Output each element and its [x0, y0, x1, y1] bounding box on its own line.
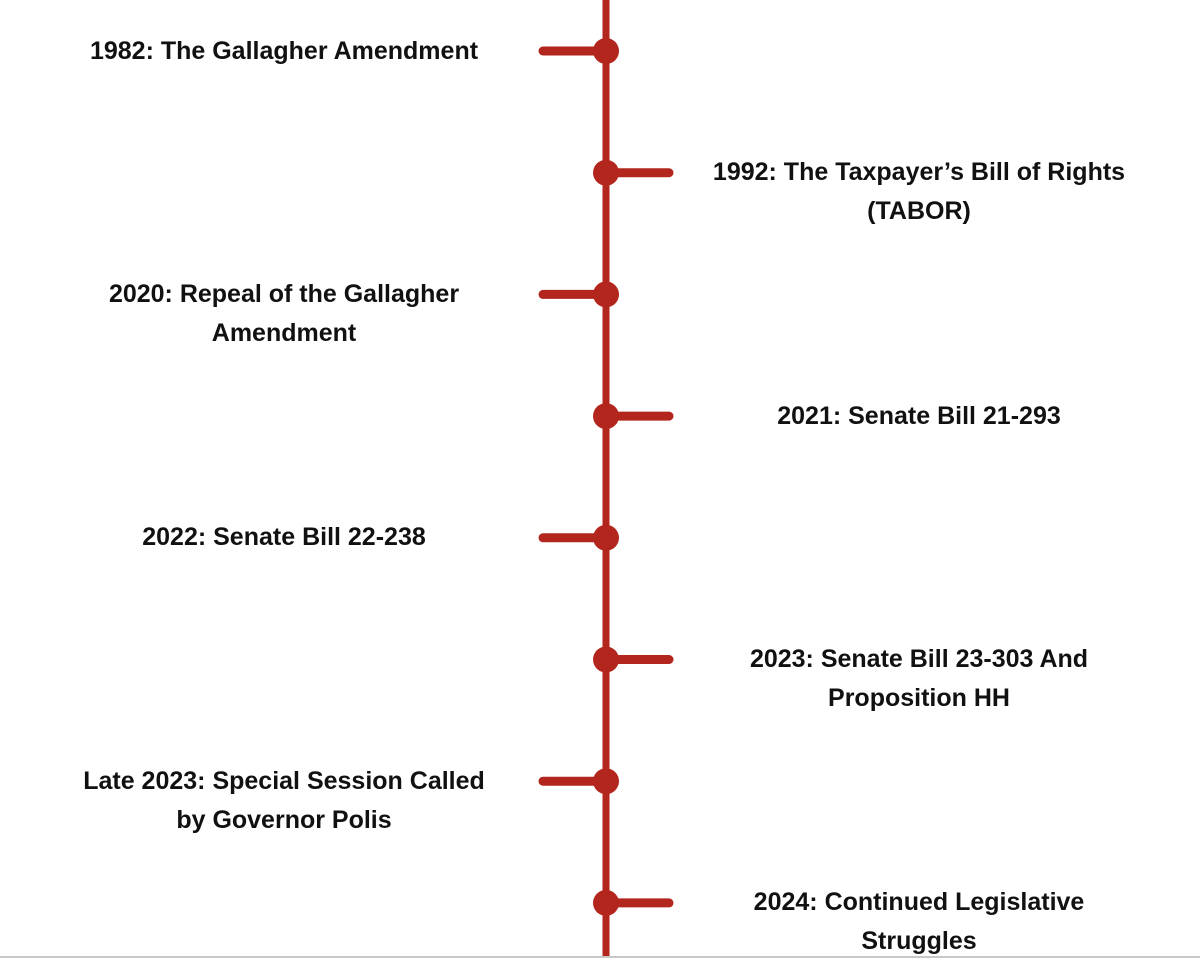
- event-label-line: Proposition HH: [828, 684, 1010, 712]
- event-label-line: Struggles: [861, 927, 977, 956]
- event-label: [750, 640, 1088, 718]
- event-dot: [593, 160, 619, 186]
- event-dot: [593, 281, 619, 307]
- event-label: [83, 762, 485, 840]
- event-label-line: Amendment: [211, 318, 357, 347]
- event-label-line: (TABOR): [867, 197, 971, 226]
- event-label: [713, 153, 1125, 231]
- event-label: [754, 883, 1085, 961]
- event-label-line: 2023: Senate Bill 23-303 And: [749, 645, 1089, 673]
- event-label-line: 2024: Continued Legislative: [753, 888, 1085, 917]
- event-label-line: 2022: Senate Bill 22-238: [142, 523, 426, 552]
- event-label-line: 2020: Repeal of the Gallagher: [108, 279, 460, 308]
- event-label: [90, 32, 478, 71]
- event-label-line: Late 2023: Special Session Called: [83, 766, 485, 795]
- event-label-line: 1982: The Gallagher Amendment: [89, 36, 479, 65]
- event-label: [777, 397, 1061, 436]
- event-dot: [593, 890, 619, 916]
- event-dot: [593, 525, 619, 551]
- event-label: [142, 518, 426, 557]
- event-label-line: 1992: The Taxpayer’s Bill of Rights: [712, 158, 1126, 187]
- event-dot: [593, 38, 619, 64]
- event-dot: [593, 403, 619, 429]
- event-dot: [593, 768, 619, 794]
- event-label-line: 2021: Senate Bill 21-293: [777, 401, 1061, 430]
- event-label-line: by Governor Polis: [176, 805, 392, 834]
- event-label: [109, 275, 459, 353]
- event-dot: [593, 647, 619, 673]
